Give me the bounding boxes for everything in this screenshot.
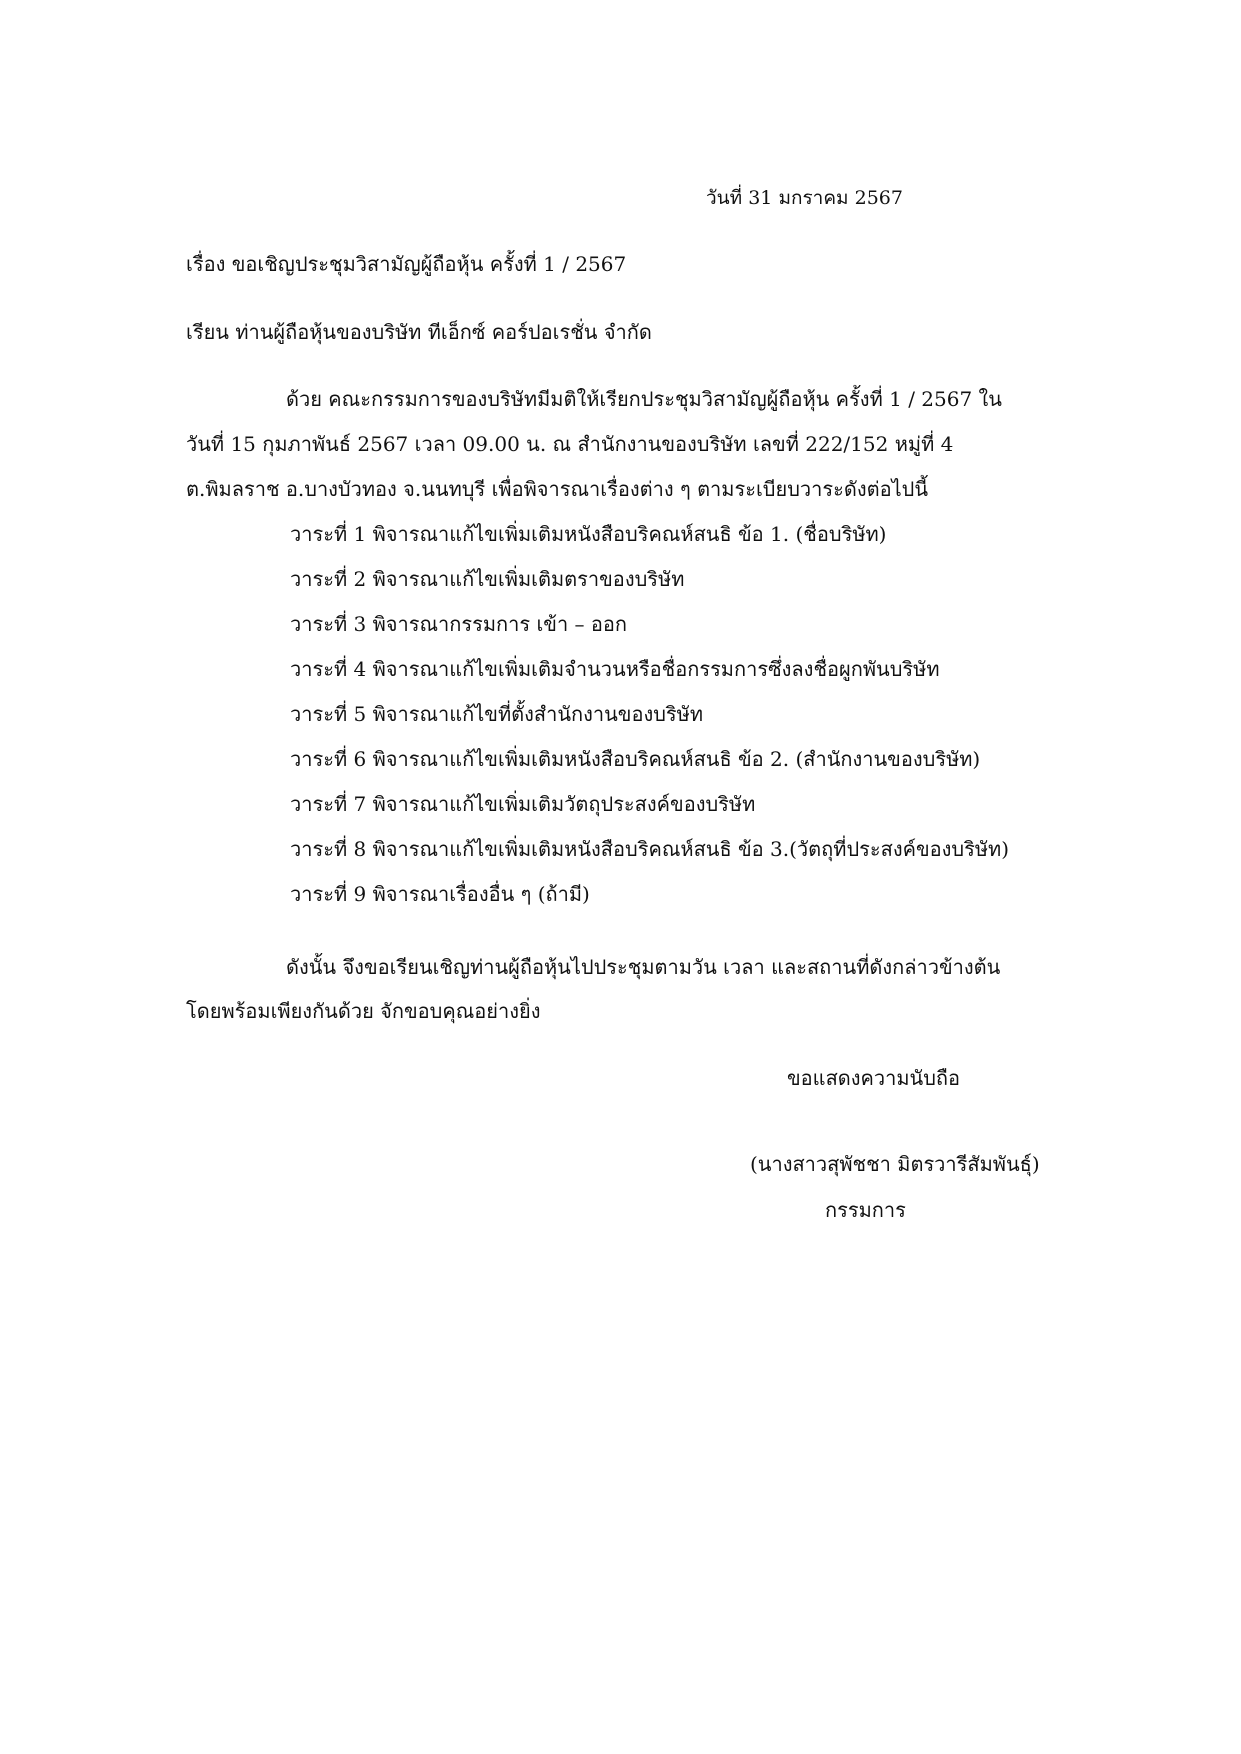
- letter-subject: เรื่อง ขอเชิญประชุมวิสามัญผู้ถือหุ้น ครั้งที่ 1 / 2567: [186, 252, 627, 276]
- closing-paragraph-line: โดยพร้อมเพียงกันด้วย จักขอบคุณอย่างยิ่ง: [186, 999, 541, 1023]
- agenda-item: วาระที่ 1 พิจารณาแก้ไขเพิ่มเติมหนังสือบริคณห์สนธิ ข้อ 1. (ชื่อบริษัท): [290, 522, 887, 546]
- agenda-item: วาระที่ 7 พิจารณาแก้ไขเพิ่มเติมวัตถุประสงค์ของบริษัท: [290, 792, 756, 816]
- letter-date: วันที่ 31 มกราคม 2567: [706, 187, 903, 209]
- agenda-item: วาระที่ 2 พิจารณาแก้ไขเพิ่มเติมตราของบริษัท: [290, 567, 685, 591]
- agenda-item: วาระที่ 6 พิจารณาแก้ไขเพิ่มเติมหนังสือบริคณห์สนธิ ข้อ 2. (สำนักงานของบริษัท): [290, 747, 981, 771]
- agenda-item: วาระที่ 3 พิจารณากรรมการ เข้า – ออก: [290, 612, 628, 636]
- body-paragraph-line: ต.พิมลราช อ.บางบัวทอง จ.นนทบุรี เพื่อพิจารณาเรื่องต่าง ๆ ตามระเบียบวาระดังต่อไปนี้: [186, 477, 929, 501]
- complimentary-close: ขอแสดงความนับถือ: [787, 1066, 961, 1090]
- agenda-item: วาระที่ 8 พิจารณาแก้ไขเพิ่มเติมหนังสือบริคณห์สนธิ ข้อ 3.(วัตถุที่ประสงค์ของบริษัท): [290, 837, 1010, 861]
- agenda-item: วาระที่ 9 พิจารณาเรื่องอื่น ๆ (ถ้ามี): [290, 882, 590, 906]
- signatory-title: กรรมการ: [825, 1198, 906, 1222]
- body-paragraph-line: วันที่ 15 กุมภาพันธ์ 2567 เวลา 09.00 น. ณ สำนักงานของบริษัท เลขที่ 222/152 หมู่ที่ 4: [186, 432, 954, 456]
- agenda-list: [290, 520, 1009, 925]
- agenda-item: วาระที่ 4 พิจารณาแก้ไขเพิ่มเติมจำนวนหรือชื่อกรรมการซึ่งลงชื่อผูกพันบริษัท: [290, 657, 940, 681]
- signatory-name: (นางสาวสุพัชชา มิตรวารีสัมพันธุ์): [750, 1152, 1040, 1176]
- letter-salutation: เรียน ท่านผู้ถือหุ้นของบริษัท ทีเอ็กซ์ คอร์ปอเรชั่น จำกัด: [186, 320, 652, 344]
- closing-paragraph-line: ดังนั้น จึงขอเรียนเชิญท่านผู้ถือหุ้นไปประชุมตามวัน เวลา และสถานที่ดังกล่าวข้างต้น: [286, 955, 1001, 979]
- agenda-item: วาระที่ 5 พิจารณาแก้ไขที่ตั้งสำนักงานของบริษัท: [290, 702, 704, 726]
- body-paragraph-line: ด้วย คณะกรรมการของบริษัทมีมติให้เรียกประชุมวิสามัญผู้ถือหุ้น ครั้งที่ 1 / 2567 ใน: [286, 387, 1002, 411]
